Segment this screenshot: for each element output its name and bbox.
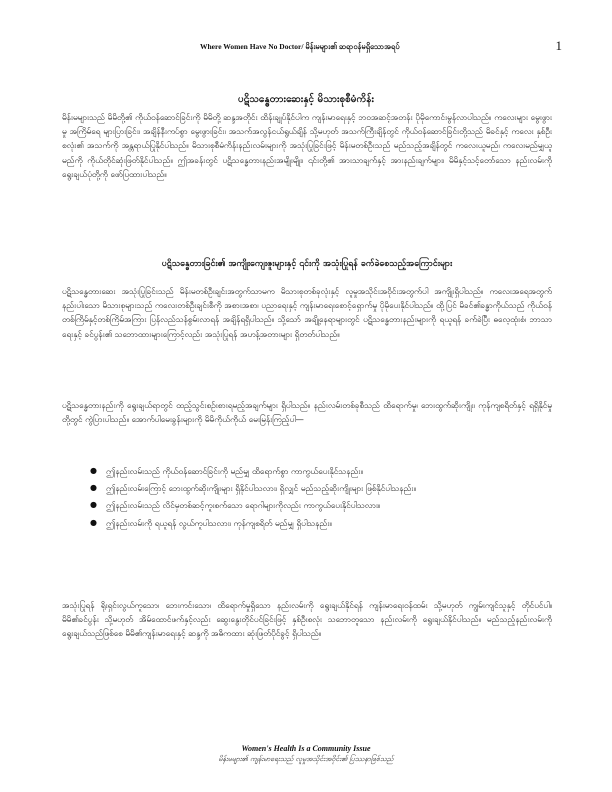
list-item [90, 498, 550, 512]
question-list [90, 464, 550, 533]
bullet-icon: ● [90, 483, 97, 493]
paragraph-choosing: ပဋိသန္ဓေတားနည်းကို ရွေးချယ်ရာတွင် ထည့်သွင်းစဉ်းစားရမည့်အချက်များ ရှိပါသည်။ နည်းလမ်းတစ်ခုစီသည် ထိရောက်မှု၊ ဘေးထွက်ဆိုးကျိုး၊ ကုန်ကျစရိတ်နှင့် ရရှိနိုင်မှုတို့တွင် ကွဲပြားပါသည်။ အောက်ပါမေးခွန်းများကို မိမိကိုယ်ကိုယ် မေးမြန်းကြည့်ပါ— [62, 400, 552, 425]
list-item-text: ဤနည်းလမ်းသည် ကိုယ်ဝန်ဆောင်ခြင်းကို မည်မျှ ထိရောက်စွာ ကာကွယ်ပေးနိုင်သနည်း။ [106, 466, 363, 476]
section-title: ပဋိသန္ဓေတားဆေးနှင့် မိသားစုစီမံကိန်း [237, 94, 375, 105]
page-number: 1 [555, 38, 562, 53]
paragraph-benefits: ပဋိသန္ဓေတားဆေး အသုံးပြုခြင်းသည် မိန်းမတစ်ဦးချင်းအတွက်သာမက မိသားစုတစ်ခုလုံးနှင့် လူမှုအသိုင်းအဝိုင်းအတွက်ပါ အကျိုးရှိပါသည်။ ကလေးအရေအတွက် နည်းပါးသော မိသားစုများသည် ကလေးတစ်ဦးချင်းစီကို အစားအစာ၊ ပညာရေးနှင့် ကျန်းမာရေးစောင့်ရှောက်မှု ပိုမိုပေးနိုင်ပါသည်။ ထို့ပြင် မိခင်၏ခန္ဓာကိုယ်သည် ကိုယ်ဝန်တစ်ကြိမ်နှင့်တစ်ကြိမ်အကြား ပြန်လည်သန်စွမ်းလာရန် အချိန်ရရှိပါသည်။ သို့သော် အချို့နေရာများတွင် ပဋိသန္ဓေတားနည်းများကို ရယူရန် ခက်ခဲပြီး ဓလေ့ထုံးစံ၊ ဘာသာရေးနှင့် ခင်ပွန်း၏ သဘောထားများကြောင့်လည်း အသုံးပြုရန် အဟန့်အတားများ ရှိတတ်ပါသည်။ [62, 286, 552, 339]
running-header-title: Where Women Have No Doctor/ မိန်းမများ၏ ဆရာဝန်မရှိသောအရပ် [200, 42, 400, 51]
list-item-text: ဤနည်းလမ်းကြောင့် ဘေးထွက်ဆိုးကျိုးများ ရှိနိုင်ပါသလား၊ ရှိလျှင် မည်သည့်ဆိုးကျိုးများ ဖြစ်နိုင်ပါသနည်း။ [106, 483, 416, 494]
subheading: ပဋိသန္ဓေတားခြင်း၏ အကျိုးကျေးဇူးများနှင့် ၎င်းကို အသုံးပြုရန် ခက်ခဲစေသည့်အကြောင်းများ [161, 259, 453, 269]
bullet-icon: ● [90, 500, 97, 510]
list-item [90, 516, 550, 530]
page-footer [0, 744, 612, 765]
paragraph-closing: အသုံးပြုရန် ရိုးရှင်းလွယ်ကူသော၊ ဘေးကင်းသော၊ ထိရောက်မှုရှိသော နည်းလမ်းကို ရွေးချယ်နိုင်ရန် ကျန်းမာရေးဝန်ထမ်း သို့မဟုတ် ကျွမ်းကျင်သူနှင့် တိုင်ပင်ပါ။ မိမိ၏ခင်ပွန်း သို့မဟုတ် အိမ်ထောင်ဖက်နှင့်လည်း ဆွေးနွေးတိုင်ပင်ခြင်းဖြင့် နှစ်ဦးစလုံး သဘောတူသော နည်းလမ်းကို ရွေးချယ်နိုင်ပါသည်။ မည်သည့်နည်းလမ်းကို ရွေးချယ်သည်ဖြစ်စေ မိမိ၏ကျန်းမာရေးနှင့် ဆန္ဒကို အဓိကထား ဆုံးဖြတ်ပိုင်ခွင့် ရှိပါသည်။ [62, 600, 552, 639]
footer-subtitle: မိန်းမများ၏ ကျန်းမာရေးသည် လူမှုအသိုင်းအဝိုင်း၏ ပြဿနာဖြစ်သည် [218, 755, 394, 763]
footer-title: Women's Health Is a Community Issue [241, 744, 371, 753]
bullet-icon: ● [90, 517, 97, 527]
list-item [90, 464, 550, 478]
bullet-icon: ● [90, 466, 97, 475]
list-item [90, 481, 550, 495]
page-header [0, 38, 612, 56]
list-item-text: ဤနည်းလမ်းသည် လိင်မှတစ်ဆင့်ကူးစက်သော ရောဂါများကိုလည်း ကာကွယ်ပေးနိုင်ပါသလား။ [106, 500, 381, 511]
paragraph-intro: မိန်းမများသည် မိမိတို့၏ ကိုယ်ဝန်ဆောင်ခြင်းကို မိမိတို့ ဆန္ဒအတိုင်း ထိန်းချုပ်နိုင်ပါက ကျန်းမာရေးနှင့် ဘဝအဆင့်အတန်း ပိုမိုကောင်းမွန်လာပါသည်။ ကလေးများ မွေးဖွားမှု အကြိမ်ရေ များပြားခြင်း၊ အချိန်နီးကပ်စွာ မွေးဖွားခြင်း၊ အသက်အလွန်ငယ်ရွယ်ချိန် သို့မဟုတ် အသက်ကြီးချိန်တွင် ကိုယ်ဝန်ဆောင်ခြင်းတို့သည် မိခင်နှင့် ကလေး နှစ်ဦးစလုံး၏ အသက်ကို အန္တရာယ်ပြုနိုင်ပါသည်။ မိသားစုစီမံကိန်းနည်းလမ်းများကို အသုံးပြုခြင်းဖြင့် မိန်းမတစ်ဦးသည် မည်သည့်အချိန်တွင် ကလေးယူမည်၊ ကလေးမည်မျှယူမည်ကို ကိုယ်တိုင်ဆုံးဖြတ်နိုင်ပါသည်။ ဤအခန်းတွင် ပဋိသန္ဓေတားနည်းအမျိုးမျိုး၊ ၎င်းတို့၏ အားသာချက်နှင့် အားနည်းချက်များ၊ မိမိနှင့်သင့်တော်သော နည်းလမ်းကို ရွေးချယ်ပုံတို့ကို ဖော်ပြထားပါသည်။ [62, 112, 552, 179]
list-item-text: ဤနည်းလမ်းကို ရယူရန် လွယ်ကူပါသလား၊ ကုန်ကျစရိတ် မည်မျှ ရှိပါသနည်း။ [106, 517, 332, 528]
